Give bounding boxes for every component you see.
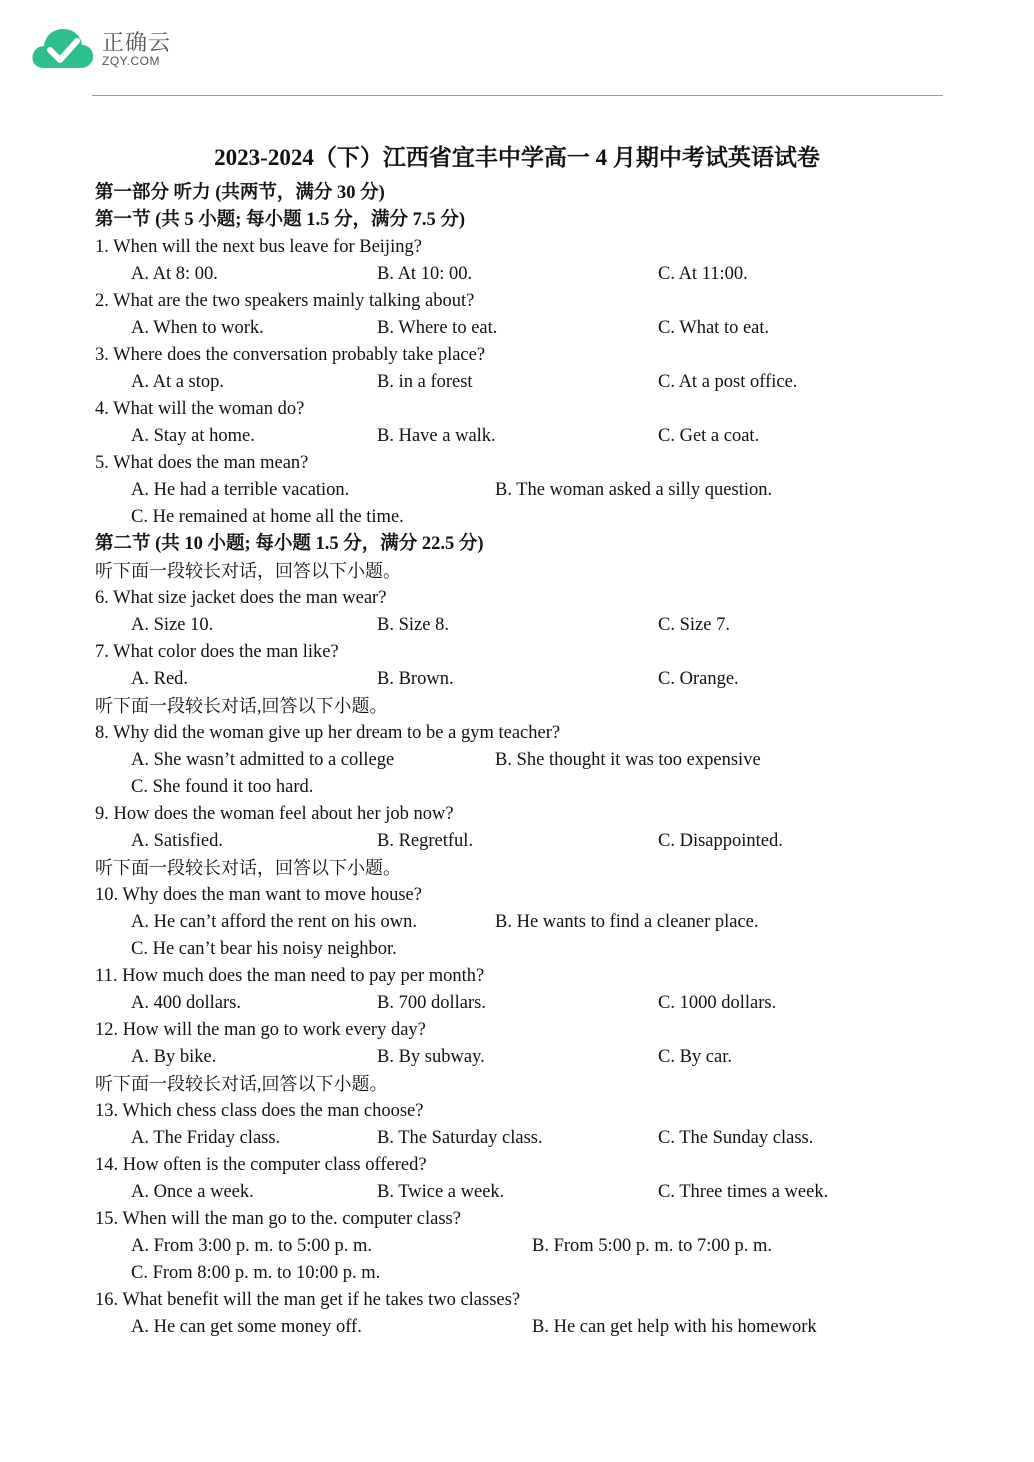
options-row-3 [95,369,955,396]
options-row-7 [95,666,955,693]
question-12: 12. How will the man go to work every day? [95,1020,426,1040]
options-row-11 [95,990,955,1017]
site-logo [30,22,230,78]
option-b: B. She thought it was too expensive [495,750,761,770]
option-b: B. Where to eat. [377,318,498,338]
instruction: 听下面一段较长对话，回答以下小题。 [95,561,401,581]
option-a: A. By bike. [131,1047,217,1067]
options-row-14 [95,1179,955,1206]
page-title: 2023-2024（下）江西省宜丰中学高一 4 月期中考试英语试卷 [214,145,820,170]
option-c: C. He can’t bear his noisy neighbor. [131,939,397,959]
option-c: C. Size 7. [658,615,730,635]
question-5: 5. What does the man mean? [95,453,309,473]
options-row-6 [95,612,955,639]
option-a: A. He can get some money off. [131,1317,362,1337]
options-row-13 [95,1125,955,1152]
option-c: C. Disappointed. [658,831,783,851]
option-c: C. At 11:00. [658,264,748,284]
option-c: C. Get a coat. [658,426,760,446]
instruction: 听下面一段较长对话，回答以下小题。 [95,858,401,878]
option-a: A. At 8: 00. [131,264,218,284]
header-divider [92,95,943,96]
part1-heading: 第一部分 听力 (共两节，满分 30 分) [95,183,385,203]
option-c: C. She found it too hard. [131,777,314,797]
question-14: 14. How often is the computer class offered? [95,1155,427,1175]
option-b: B. in a forest [377,372,473,392]
question-13: 13. Which chess class does the man choose? [95,1101,424,1121]
question-9: 9. How does the woman feel about her job now? [95,804,454,824]
question-11: 11. How much does the man need to pay per month? [95,966,485,986]
options-row-9 [95,828,955,855]
question-8: 8. Why did the woman give up her dream to be a gym teacher? [95,723,561,743]
option-a: A. He can’t afford the rent on his own. [131,912,417,932]
option-b: B. The woman asked a silly question. [495,480,773,500]
option-c: C. 1000 dollars. [658,993,777,1013]
option-a: A. Once a week. [131,1182,254,1202]
option-a: A. 400 dollars. [131,993,241,1013]
options-row-5c [95,504,955,531]
option-c: C. From 8:00 p. m. to 10:00 p. m. [131,1263,381,1283]
option-c: C. The Sunday class. [658,1128,814,1148]
options-row-12 [95,1044,955,1071]
option-b: B. At 10: 00. [377,264,473,284]
options-row-8 [95,747,955,774]
option-b: B. 700 dollars. [377,993,486,1013]
options-row-16 [95,1314,955,1341]
option-c: C. Orange. [658,669,739,689]
logo-text-cn: 正确云 [102,31,172,56]
logo-text-en: ZQY.COM [102,54,160,68]
options-row-15c [95,1260,955,1287]
option-a: A. Red. [131,669,189,689]
option-b: B. Twice a week. [377,1182,505,1202]
options-row-5 [95,477,955,504]
option-b: B. Size 8. [377,615,449,635]
options-row-8c [95,774,955,801]
exam-content [95,180,955,1341]
option-a: A. Satisfied. [131,831,223,851]
option-c: C. By car. [658,1047,732,1067]
question-7: 7. What color does the man like? [95,642,339,662]
options-row-10c [95,936,955,963]
option-a: A. He had a terrible vacation. [131,480,350,500]
question-3: 3. Where does the conversation probably take place? [95,345,486,365]
option-b: B. From 5:00 p. m. to 7:00 p. m. [532,1236,773,1256]
question-1: 1. When will the next bus leave for Beijing? [95,237,422,257]
option-b: B. He wants to find a cleaner place. [495,912,759,932]
options-row-4 [95,423,955,450]
option-b: B. Brown. [377,669,454,689]
option-b: B. He can get help with his homework [532,1317,817,1337]
option-a: A. She wasn’t admitted to a college [131,750,395,770]
option-b: B. By subway. [377,1047,485,1067]
option-c: C. He remained at home all the time. [131,507,404,527]
options-row-10 [95,909,955,936]
instruction: 听下面一段较长对话,回答以下小题。 [95,696,388,716]
options-row-2 [95,315,955,342]
instruction: 听下面一段较长对话,回答以下小题。 [95,1074,388,1094]
options-row-1 [95,261,955,288]
option-a: A. At a stop. [131,372,225,392]
question-15: 15. When will the man go to the. computer class? [95,1209,461,1229]
option-b: B. Regretful. [377,831,474,851]
option-c: C. At a post office. [658,372,798,392]
option-b: B. Have a walk. [377,426,496,446]
option-c: C. What to eat. [658,318,770,338]
option-a: A. Stay at home. [131,426,255,446]
option-c: C. Three times a week. [658,1182,829,1202]
option-a: A. From 3:00 p. m. to 5:00 p. m. [131,1236,373,1256]
section2-heading: 第二节 (共 10 小题; 每小题 1.5 分，满分 22.5 分) [95,534,484,554]
option-a: A. Size 10. [131,615,214,635]
question-4: 4. What will the woman do? [95,399,305,419]
cloud-check-icon [30,24,96,72]
option-a: A. The Friday class. [131,1128,281,1148]
options-row-15 [95,1233,955,1260]
question-10: 10. Why does the man want to move house? [95,885,422,905]
question-2: 2. What are the two speakers mainly talking about? [95,291,475,311]
option-a: A. When to work. [131,318,264,338]
section1-heading: 第一节 (共 5 小题; 每小题 1.5 分，满分 7.5 分) [95,210,465,230]
option-b: B. The Saturday class. [377,1128,543,1148]
question-16: 16. What benefit will the man get if he takes two classes? [95,1290,521,1310]
question-6: 6. What size jacket does the man wear? [95,588,387,608]
